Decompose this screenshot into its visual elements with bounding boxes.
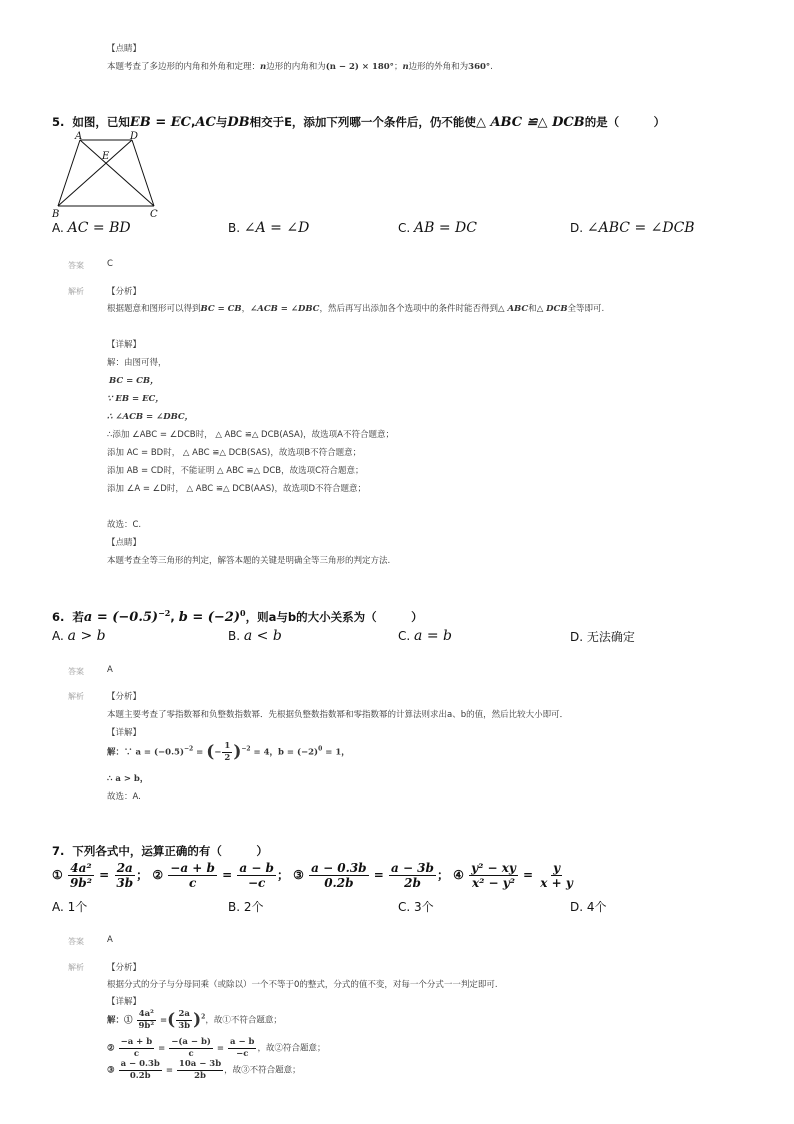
q6-answer-label: 答案 xyxy=(68,667,84,676)
q5-step: ∴ ∠ACB = ∠DBC， xyxy=(107,412,194,422)
label-d: D xyxy=(130,131,139,142)
label-c: C xyxy=(150,209,158,220)
q6-option-c[interactable]: C. a = b xyxy=(398,628,452,644)
q6-fenxi-heading: 【分析】 xyxy=(107,692,142,702)
q7-xiangjie-heading: 【详解】 xyxy=(107,997,142,1007)
q5-fenxi-heading: 【分析】 xyxy=(107,287,142,297)
label-b: B xyxy=(52,209,60,220)
q6-conclusion: 故选：A. xyxy=(107,792,141,802)
q5-figure xyxy=(48,130,178,220)
q7-option-c[interactable]: C. 3个 xyxy=(398,900,434,914)
q6-analysis-label: 解析 xyxy=(68,692,84,701)
q7-solution-3: ③ $\frac{a - 0.3b}{0.2b}$ = $\frac{10a - 3b}{2b}$ ，故③不符合题意； xyxy=(107,1059,301,1081)
label-e: E xyxy=(102,151,110,162)
q5-dianjing-text: 本题考查全等三角形的判定，解答本题的关键是明确全等三角形的判定方法. xyxy=(107,556,391,566)
q5-step: ∵ EB = EC， xyxy=(107,394,164,404)
q5-analysis-label: 解析 xyxy=(68,287,84,296)
q6-answer: A xyxy=(107,665,113,675)
q7-option-a[interactable]: A. 1个 xyxy=(52,900,88,914)
q5-answer: C xyxy=(107,259,113,269)
q6-xiangjie-heading: 【详解】 xyxy=(107,728,142,738)
q6-option-a[interactable]: A. a > b xyxy=(52,628,106,644)
q5-xiangjie-heading: 【详解】 xyxy=(107,340,142,350)
q7-solution-2: ② $\frac{-a + b}{c}$ = $\frac{-(a - b)}{c}$ = $\frac{a - b}{-c}$ ，故②符合题意； xyxy=(107,1037,326,1059)
q6-fenxi-text: 本题主要考查了零指数幂和负整数指数幂．先根据负整数指数幂和零指数幂的计算法则求出a、b的值，然后比较大小即可． xyxy=(107,710,569,720)
q6-solution: 解：∵ $a = (-0.5)^{-2}$ = (− $\frac{1}{2}$ )$^{-2}$ = 4，$b = (-2)^0 = 1$， xyxy=(107,741,350,763)
q7-fenxi-heading: 【分析】 xyxy=(107,963,142,973)
q5-conclusion: 故选：C. xyxy=(107,520,142,530)
q7-fenxi-text: 根据分式的分子与分母同乘（或除以）一个不等于0的整式，分式的值不变，对每一个分式一一判定即可. xyxy=(107,980,498,990)
q6-step2: ∴ a > b， xyxy=(107,774,149,784)
q5-dianjing-heading: 【点睛】 xyxy=(107,538,142,548)
label-a: A xyxy=(75,131,83,142)
q5-step: ∴添加 ∠ABC = ∠DCB时， △ ABC ≌△ DCB(ASA)，故选项A不符合题意； xyxy=(107,430,394,440)
q7-stem: 7. 下列各式中，运算正确的有（ ） xyxy=(52,844,268,858)
q5-step: 解：由图可得， xyxy=(107,358,167,368)
q5-option-c[interactable]: C. AB = DC xyxy=(398,220,477,236)
q5-fenxi-text: 根据题意和图形可以得到BC = CB，∠ACB = ∠DBC，然后再写出添加各个选项中的条件时能否得到△ ABC和△ DCB全等即可. xyxy=(107,304,605,314)
q5-step: BC = CB， xyxy=(109,376,159,386)
q5-option-d[interactable]: D. ∠ABC = ∠DCB xyxy=(570,220,695,236)
q5-step: 添加 AC = BD时， △ ABC ≌△ DCB(SAS)，故选项B不符合题意； xyxy=(107,448,362,458)
q7-answer-label: 答案 xyxy=(68,937,84,946)
q7-option-b[interactable]: B. 2个 xyxy=(228,900,264,914)
q7-answer: A xyxy=(107,935,113,945)
q5-step: 添加 ∠A = ∠D时， △ ABC ≌△ DCB(AAS)，故选项D不符合题意； xyxy=(107,484,367,494)
q7-solution-1: 解：① $\frac{\text{4a²}}{\text{9b²}}$ =( $\frac{2a}{3b}$ )$^2$，故①不符合题意； xyxy=(107,1009,282,1031)
q7-option-d[interactable]: D. 4个 xyxy=(570,900,607,914)
q5-answer-label: 答案 xyxy=(68,261,84,270)
q7-items: ① $\frac{\text{4a²}}{\text{9b²}}$ = $\frac{2a}{3b}$ ； ② $\frac{-a + b}{c}$ = $\frac{a - b}{-c}$ ； ③ $\frac{a - 0.3b}{0.2b}$ = $\frac{a - 3b}{2b}$ ； ④ $\frac{\text{y² − xy}}{\text{x² − y²}}$ = $\frac{y}{x + y}$ xyxy=(52,861,573,890)
q7-analysis-label: 解析 xyxy=(68,963,84,972)
q5-stem: 5. 如图，已知EB = EC,AC与DB相交于E，添加下列哪一个条件后，仍不能使△ ABC ≌△ DCB的是（ ） xyxy=(52,115,666,130)
q6-stem: 6. 若$a = (-0.5)^{-2}$, $b = (-2)^0$，则a与b的大小关系为（ ） xyxy=(52,608,423,625)
q4-summary: 本题考查了多边形的内角和外角和定理：n边形的内角和为(n − 2) × 180°；n边形的外角和为360°. xyxy=(107,62,493,72)
q6-option-b[interactable]: B. a < b xyxy=(228,628,282,644)
q6-option-d[interactable]: D. 无法确定 xyxy=(570,630,635,644)
q5-option-a[interactable]: A. AC = BD xyxy=(52,220,131,236)
q5-option-b[interactable]: B. ∠A = ∠D xyxy=(228,220,310,236)
q5-step: 添加 AB = CD时，不能证明 △ ABC ≌△ DCB，故选项C符合题意； xyxy=(107,466,364,476)
q4-dianjing-heading: 【点睛】 xyxy=(107,44,142,54)
